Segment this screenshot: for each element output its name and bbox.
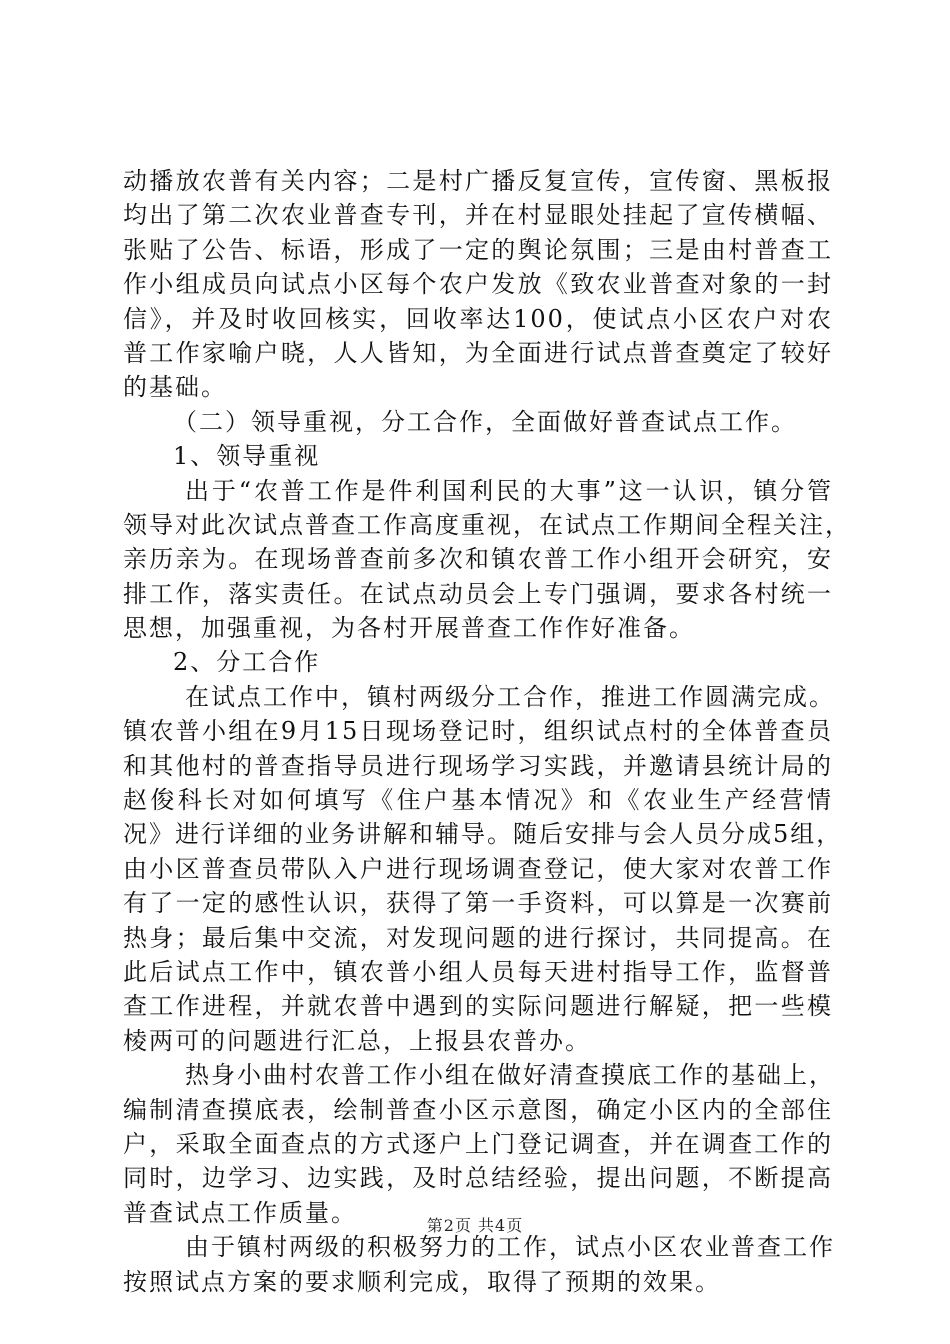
text-line: 棱两可的问题进行汇总，上报县农普办。	[123, 1026, 591, 1055]
text-line: 和其他村的普查指导员进行现场学习实践，并邀请县统计局的	[123, 751, 833, 780]
subsection-heading: 1、领导重视	[173, 442, 321, 471]
text-line: 动播放农普有关内容；二是村广播反复宣传，宣传窗、黑板报	[123, 167, 833, 195]
text-line: 出于“农普工作是件利国利民的大事”这一认识，镇分管	[185, 476, 833, 505]
text-line: 排工作，落实责任。在试点动员会上专门强调，要求各村统一	[123, 579, 833, 608]
page-number-footer: 第2页 共4页	[426, 1216, 524, 1235]
text-line: 编制清查摸底表，绘制普查小区示意图，确定小区内的全部住	[123, 1095, 833, 1124]
text-line: 由小区普查员带队入户进行现场调查登记，使大家对农普工作	[123, 854, 833, 883]
text-line: 领导对此次试点普查工作高度重视，在试点工作期间全程关注，	[123, 510, 851, 539]
section-heading: （二）领导重视，分工合作，全面做好普查试点工作。	[173, 407, 797, 436]
text-line: 的基础。	[123, 373, 227, 402]
text-line: 均出了第二次农业普查专刊，并在村显眼处挂起了宣传横幅、	[123, 201, 833, 230]
text-line: 张贴了公告、标语，形成了一定的舆论氛围；三是由村普查工	[123, 235, 833, 264]
text-line: 户，采取全面查点的方式逐户上门登记调查，并在调查工作的	[123, 1129, 833, 1158]
text-line: 热身；最后集中交流，对发现问题的进行探讨，共同提高。在	[123, 923, 833, 952]
text-line: 普查试点工作质量。	[123, 1198, 357, 1227]
text-line: 况》进行详细的业务讲解和辅导。随后安排与会人员分成5组，	[123, 820, 843, 849]
text-line: 普工作家喻户晓，人人皆知，为全面进行试点普查奠定了较好	[123, 338, 833, 367]
subsection-heading: 2、分工合作	[173, 648, 321, 677]
text-line: 同时，边学习、边实践，及时总结经验，提出问题，不断提高	[123, 1164, 833, 1193]
text-line: 信》，并及时收回核实，回收率达100，使试点小区农户对农	[123, 304, 833, 333]
text-line: 此后试点工作中，镇农普小组人员每天进村指导工作，监督普	[123, 957, 833, 986]
text-line: 按照试点方案的要求顺利完成，取得了预期的效果。	[123, 1267, 721, 1296]
text-line: 在试点工作中，镇村两级分工合作，推进工作圆满完成。	[185, 682, 835, 711]
text-line: 镇农普小组在9月15日现场登记时，组织试点村的全体普查员	[123, 717, 833, 746]
text-line: 查工作进程，并就农普中遇到的实际问题进行解疑，把一些模	[123, 992, 833, 1021]
text-line: 热身小曲村农普工作小组在做好清查摸底工作的基础上，	[185, 1061, 835, 1090]
text-line: 作小组成员向试点小区每个农户发放《致农业普查对象的一封	[123, 270, 833, 299]
text-line: 由于镇村两级的积极努力的工作，试点小区农业普查工作	[185, 1233, 835, 1262]
text-line: 有了一定的感性认识，获得了第一手资料，可以算是一次赛前	[123, 889, 833, 918]
text-line: 思想，加强重视，为各村开展普查工作作好准备。	[123, 614, 695, 643]
text-line: 亲历亲为。在现场普查前多次和镇农普工作小组开会研究，安	[123, 545, 833, 574]
document-body	[123, 164, 851, 1299]
text-line: 赵俊科长对如何填写《住户基本情况》和《农业生产经营情	[123, 786, 833, 815]
